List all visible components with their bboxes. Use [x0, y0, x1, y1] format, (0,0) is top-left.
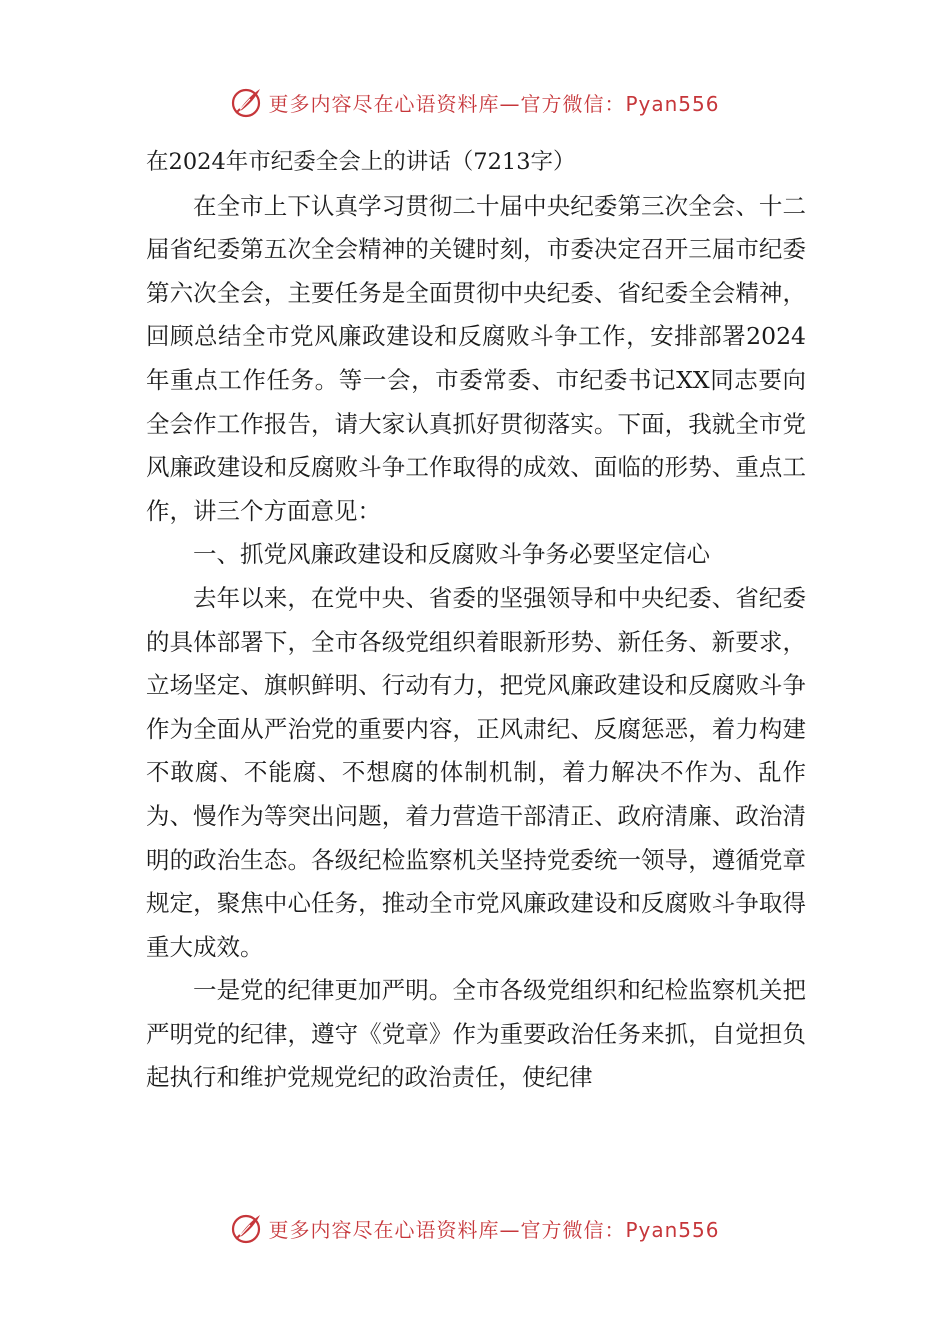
paragraph: 去年以来，在党中央、省委的坚强领导和中央纪委、省纪委的具体部署下，全市各级党组织着眼新形势、新任务、新要求，立场坚定、旗帜鲜明、行动有力，把党风廉政建设和反腐败斗争作为全面从严治党的重要内容，正风肃纪、反腐惩恶，着力构建不敢腐、不能腐、不想腐的体制机制，着力解决不作为、乱作为、慢作为等突出问题，着力营造干部清正、政府清廉、政治清明的政治生态。各级纪检监察机关坚持党委统一领导，遵循党章规定，聚焦中心任务，推动全市党风廉政建设和反腐败斗争取得重大成效。	[146, 583, 806, 961]
quill-logo-icon	[230, 1211, 264, 1245]
watermark-banner-top	[0, 82, 950, 122]
watermark-banner-bottom	[0, 1208, 950, 1248]
watermark-text: 更多内容尽在心语资料库—官方微信：Pyan556	[268, 91, 720, 116]
quill-logo-icon	[230, 85, 264, 119]
paragraph: 一是党的纪律更加严明。全市各级党组织和纪检监察机关把严明党的纪律，遵守《党章》作为重要政治任务来抓，自觉担负起执行和维护党规党纪的政治责任，使纪律	[146, 976, 806, 1092]
document-title: 在2024年市纪委全会上的讲话（7213字）	[146, 149, 576, 175]
paragraph: 在全市上下认真学习贯彻二十届中央纪委第三次全会、十二届省纪委第五次全会精神的关键时刻，市委决定召开三届市纪委第六次全会，主要任务是全面贯彻中央纪委、省纪委全会精神，回顾总结全市党风廉政建设和反腐败斗争工作，安排部署2024年重点工作任务。等一会，市委常委、市纪委书记XX同志要向全会作工作报告，请大家认真抓好贯彻落实。下面，我就全市党风廉政建设和反腐败斗争工作取得的成效、面临的形势、重点工作，讲三个方面意见：	[146, 191, 806, 525]
watermark-text: 更多内容尽在心语资料库—官方微信：Pyan556	[268, 1217, 720, 1242]
document-body	[146, 141, 806, 1100]
section-heading: 一、抓党风廉政建设和反腐败斗争务必要坚定信心	[193, 540, 710, 569]
